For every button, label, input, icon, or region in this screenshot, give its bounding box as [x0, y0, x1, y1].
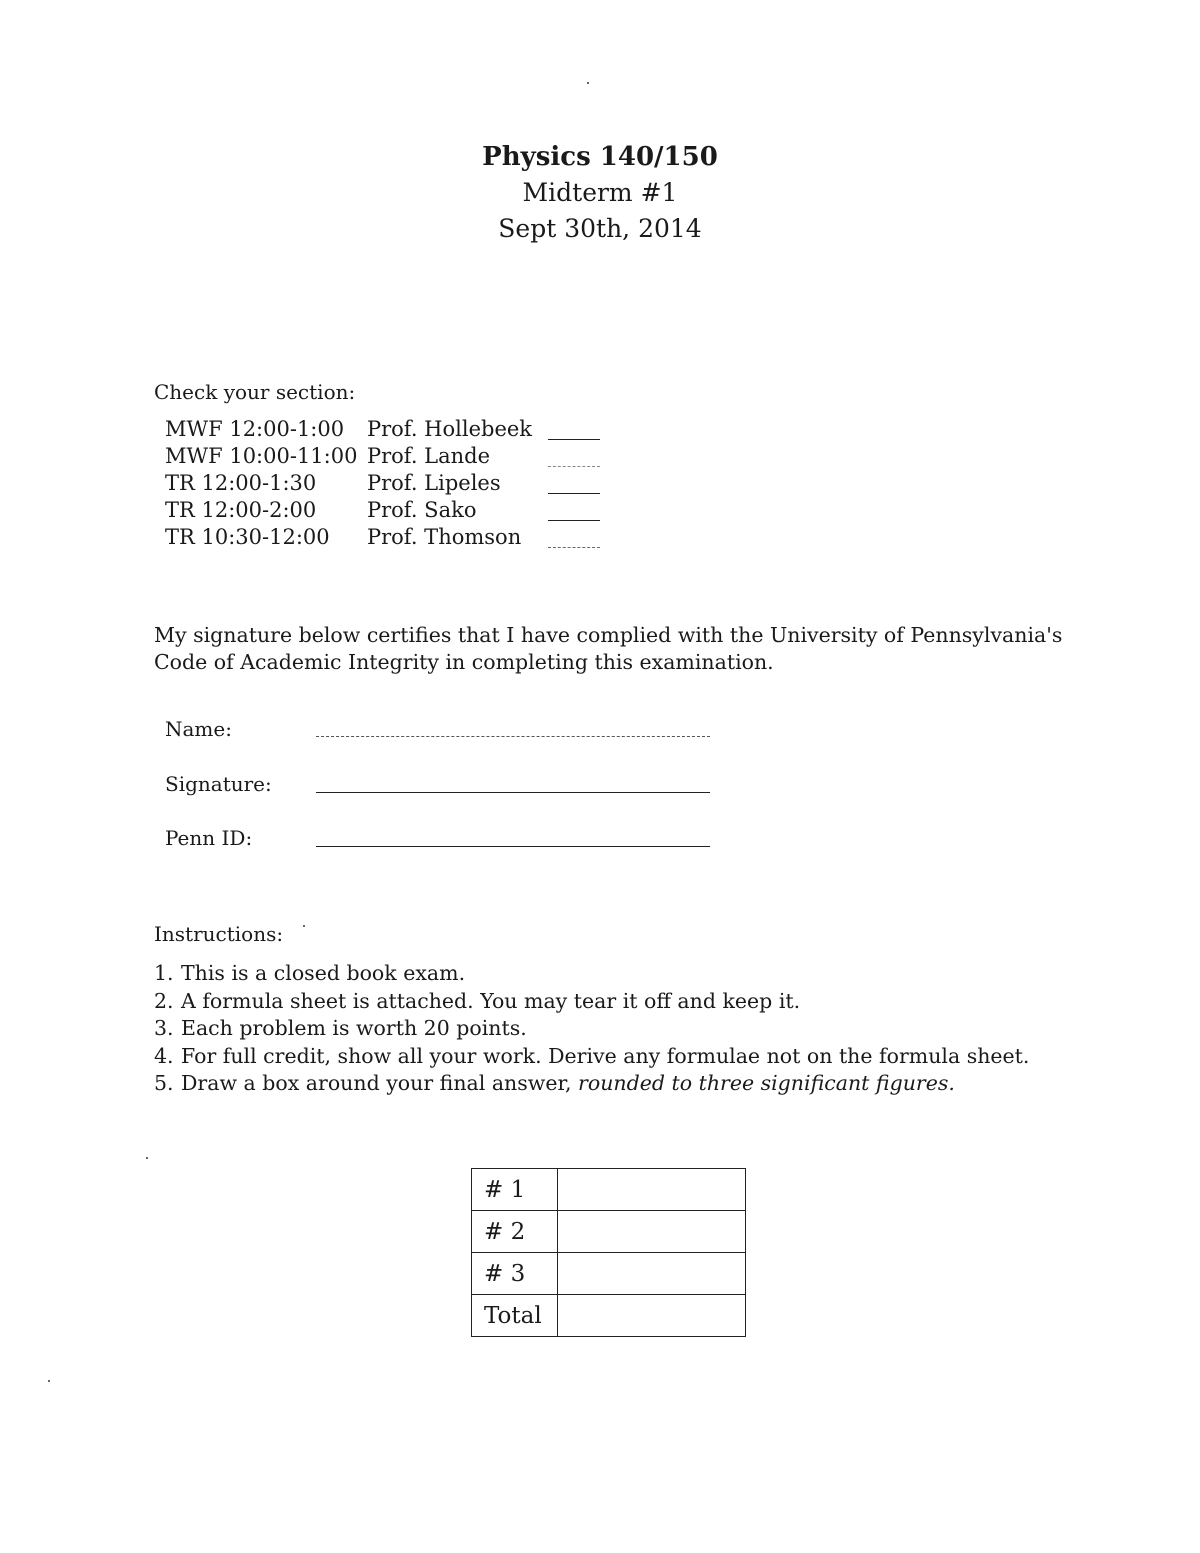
score-row [472, 1169, 746, 1211]
instruction-text: For full credit, show all your work. Derive any formulae not on the formula sheet. [181, 1043, 1030, 1068]
instruction-text: This is a closed book exam. [181, 961, 466, 985]
signature-label: Signature: [165, 772, 272, 796]
instruction-item [154, 960, 1029, 988]
score-row-label: # 2 [472, 1211, 558, 1253]
section-professor: Prof. Lande [367, 444, 491, 468]
name-line[interactable] [316, 736, 710, 737]
scan-speck [146, 1157, 148, 1159]
section-professor: Prof. Hollebeek [367, 417, 533, 441]
score-row [472, 1253, 746, 1295]
scan-speck [303, 925, 305, 927]
score-cell[interactable] [558, 1169, 746, 1211]
score-row-label: Total [472, 1295, 558, 1337]
course-title: Physics 140/150 [482, 142, 718, 172]
section-professor: Prof. Sako [367, 498, 477, 522]
score-cell[interactable] [558, 1253, 746, 1295]
instruction-number: 2. [154, 988, 174, 1013]
instructions-label: Instructions: [154, 922, 284, 946]
instruction-text: Draw a box around your final answer, [181, 1071, 572, 1095]
integrity-statement: My signature below certifies that I have complied with the University of Pennsylvania's Code of Academic Integrity in completing this examination. [154, 623, 1063, 674]
score-row-label: # 1 [472, 1169, 558, 1211]
section-professor: Prof. Thomson [367, 525, 522, 549]
penn-id-line[interactable] [316, 846, 710, 847]
exam-date: Sept 30th, 2014 [498, 214, 702, 243]
scan-speck [587, 82, 589, 84]
instruction-emphasis: rounded to three significant figures. [578, 1071, 955, 1095]
score-row [472, 1295, 746, 1337]
instruction-number: 4. [154, 1043, 174, 1068]
signature-line[interactable] [316, 792, 710, 793]
instruction-item [154, 1070, 1029, 1098]
section-checkbox-line[interactable] [548, 466, 600, 467]
section-checkbox-line[interactable] [548, 493, 600, 494]
section-time: TR 12:00-2:00 [165, 498, 317, 522]
instruction-text: Each problem is worth 20 points. [181, 1016, 527, 1040]
instruction-item [154, 1015, 1029, 1043]
score-table [471, 1168, 746, 1337]
name-label: Name: [165, 717, 232, 741]
instruction-number: 3. [154, 1016, 174, 1040]
section-time: TR 12:00-1:30 [165, 471, 317, 495]
penn-id-label: Penn ID: [165, 826, 253, 850]
section-checkbox-line[interactable] [548, 520, 600, 521]
section-time: MWF 10:00-11:00 [165, 444, 358, 468]
section-checkbox-line[interactable] [548, 547, 600, 548]
instruction-number: 1. [154, 961, 174, 985]
instruction-item [154, 1043, 1029, 1071]
instruction-item [154, 988, 1029, 1016]
score-cell[interactable] [558, 1211, 746, 1253]
scan-speck [48, 1380, 50, 1382]
section-professor: Prof. Lipeles [367, 471, 501, 495]
section-time: TR 10:30-12:00 [165, 525, 330, 549]
section-checkbox-line[interactable] [548, 439, 600, 440]
score-row [472, 1211, 746, 1253]
instruction-text: A formula sheet is attached. You may tear it off and keep it. [181, 988, 801, 1013]
instruction-number: 5. [154, 1071, 174, 1095]
instructions-list [154, 960, 1029, 1098]
score-row-label: # 3 [472, 1253, 558, 1295]
score-cell[interactable] [558, 1295, 746, 1337]
section-label: Check your section: [154, 380, 356, 404]
exam-title: Midterm #1 [522, 178, 678, 207]
section-time: MWF 12:00-1:00 [165, 417, 345, 441]
